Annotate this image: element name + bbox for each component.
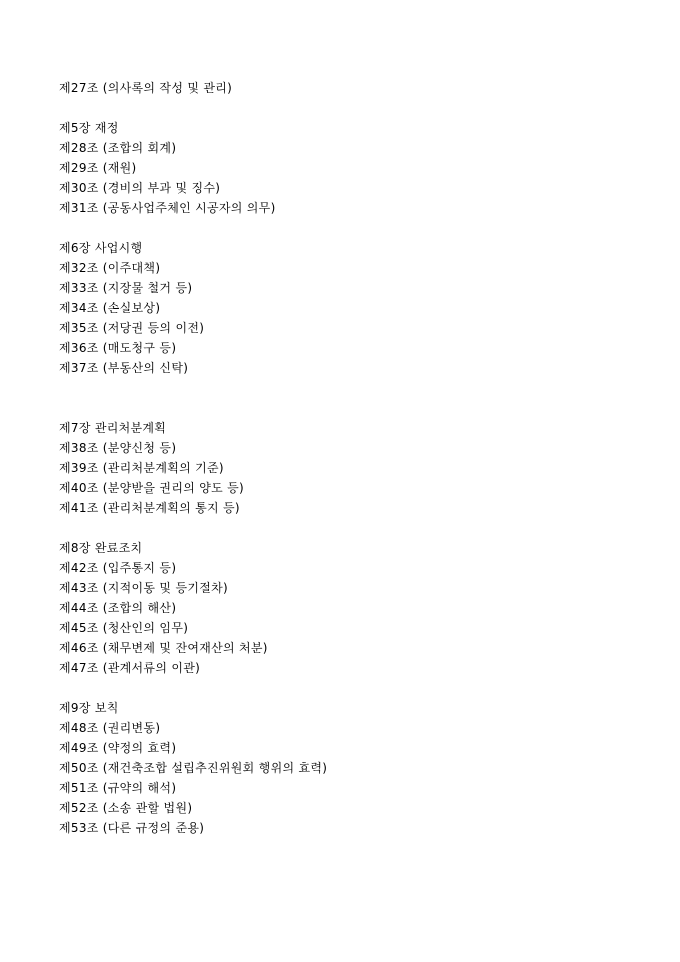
chapter-9-heading: 제9장 보칙 [59,701,119,715]
article-42: 제42조 (입주통지 등) [59,561,177,575]
article-38: 제38조 (분양신청 등) [59,441,177,455]
article-31: 제31조 (공동사업주체인 시공자의 의무) [59,201,276,215]
article-47: 제47조 (관계서류의 이관) [59,661,201,675]
spacer [59,98,659,118]
article-50: 제50조 (재건축조합 설립추진위원회 행위의 효력) [59,761,328,775]
article-44: 제44조 (조합의 해산) [59,601,177,615]
article-52: 제52조 (소송 관할 법원) [59,801,193,815]
article-39: 제39조 (관리처분계획의 기준) [59,461,224,475]
article-28: 제28조 (조합의 회계) [59,141,177,155]
article-36: 제36조 (매도청구 등) [59,341,177,355]
article-37: 제37조 (부동산의 신탁) [59,361,189,375]
article-32: 제32조 (이주대책) [59,261,161,275]
spacer [59,518,659,538]
chapter-8-heading: 제8장 완료조치 [59,541,143,555]
article-27: 제27조 (의사록의 작성 및 관리) [59,81,233,95]
article-46: 제46조 (채무변제 및 잔여재산의 처분) [59,641,268,655]
chapter-6-heading: 제6장 사업시행 [59,241,143,255]
article-53: 제53조 (다른 규정의 준용) [59,821,205,835]
table-of-contents [59,78,659,838]
chapter-7-heading: 제7장 관리처분계획 [59,421,167,435]
article-43: 제43조 (지적이동 및 등기절차) [59,581,228,595]
article-51: 제51조 (규약의 해석) [59,781,177,795]
chapter-5-heading: 제5장 재정 [59,121,119,135]
spacer [59,378,659,418]
article-29: 제29조 (재원) [59,161,137,175]
article-45: 제45조 (청산인의 임무) [59,621,189,635]
article-33: 제33조 (지장물 철거 등) [59,281,193,295]
article-41: 제41조 (관리처분계획의 통지 등) [59,501,240,515]
spacer [59,678,659,698]
article-30: 제30조 (경비의 부과 및 징수) [59,181,221,195]
article-49: 제49조 (약정의 효력) [59,741,177,755]
spacer [59,218,659,238]
article-34: 제34조 (손실보상) [59,301,161,315]
article-48: 제48조 (권리변동) [59,721,161,735]
article-40: 제40조 (분양받을 권리의 양도 등) [59,481,244,495]
article-35: 제35조 (저당권 등의 이전) [59,321,205,335]
